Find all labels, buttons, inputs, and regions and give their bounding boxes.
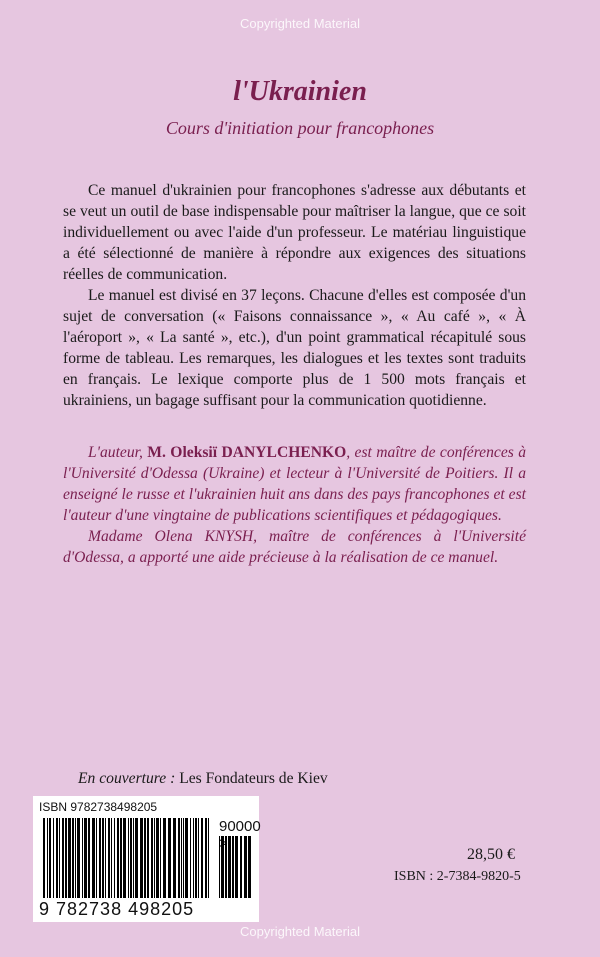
barcode-bar bbox=[59, 818, 60, 898]
barcode-addon-bars-svg bbox=[219, 836, 255, 898]
barcode-bar bbox=[219, 836, 220, 898]
barcode-bar bbox=[105, 818, 106, 898]
barcode-bar bbox=[181, 818, 182, 898]
barcode bbox=[33, 796, 259, 922]
barcode-addon-bars bbox=[219, 836, 255, 898]
cover-credit bbox=[78, 770, 328, 788]
barcode-bar bbox=[235, 836, 238, 898]
barcode-digits: 9 782738 498205 bbox=[39, 899, 195, 919]
author-name: M. Oleksiï DANYLCHENKO bbox=[147, 444, 347, 461]
barcode-bar bbox=[130, 818, 132, 898]
barcode-bar bbox=[147, 818, 149, 898]
barcode-bar bbox=[62, 818, 64, 898]
barcode-bar bbox=[114, 818, 115, 898]
barcode-bar bbox=[228, 836, 231, 898]
watermark-top: Copyrighted Material bbox=[240, 16, 360, 31]
barcode-bar bbox=[82, 818, 83, 898]
barcode-bar bbox=[128, 818, 129, 898]
barcode-bars-svg bbox=[43, 818, 213, 898]
book-subtitle: Cours d'initiation pour francophones bbox=[165, 118, 435, 138]
barcode-bar bbox=[168, 818, 171, 898]
barcode-bar bbox=[120, 818, 122, 898]
barcode-bar bbox=[96, 818, 97, 898]
barcode-bar bbox=[160, 818, 161, 898]
barcode-bar bbox=[156, 818, 159, 898]
barcode-bar bbox=[77, 818, 80, 898]
barcode-bar bbox=[47, 818, 48, 898]
author-block bbox=[63, 442, 526, 568]
barcode-bar bbox=[154, 818, 155, 898]
author-credit: Madame Olena KNYSH, maître de conférences à l'Université d'Odessa, a apporté une aide précieuse à la réalisation de ce manuel. bbox=[63, 528, 526, 566]
book-title: l'Ukrainien bbox=[233, 76, 367, 107]
barcode-bar bbox=[68, 818, 71, 898]
barcode-bar bbox=[195, 818, 197, 898]
barcode-bar bbox=[225, 836, 227, 898]
barcode-isbn-label: ISBN 9782738498205 bbox=[39, 800, 158, 814]
author-bio bbox=[63, 442, 526, 526]
barcode-bar bbox=[53, 818, 54, 898]
barcode-bar bbox=[135, 818, 138, 898]
barcode-bar bbox=[56, 818, 58, 898]
barcode-bar bbox=[43, 818, 45, 898]
barcode-bar bbox=[111, 818, 112, 898]
isbn-short: ISBN : 2-7384-9820-5 bbox=[394, 869, 521, 884]
barcode-bar bbox=[198, 818, 199, 898]
description-paragraph: Le manuel est divisé en 37 leçons. Chacune d'elles est composée d'un sujet de conversation (« Faisons connaissance », « Au café », « À l'aéroport », « La santé », etc.), d'un point grammatical récapitulé sous forme de tableau. Les remarques, les dialogues et les textes sont traduits en français. Le lexique comporte plus de 1 500 mots français et ukrainiens, un bagage suffisant pour la communication quotidienne. bbox=[63, 287, 526, 409]
barcode-bar bbox=[163, 818, 166, 898]
description-block bbox=[63, 180, 526, 411]
cover-label: En couverture : bbox=[78, 770, 176, 787]
cover-text: Les Fondateurs de Kiev bbox=[179, 770, 328, 787]
barcode-bar bbox=[240, 836, 242, 898]
barcode-bar bbox=[75, 818, 76, 898]
barcode-bar bbox=[244, 836, 247, 898]
barcode-bar bbox=[133, 818, 134, 898]
barcode-bar bbox=[173, 818, 176, 898]
author-bio-text: , est maître de conférences à l'Université d'Odessa (Ukraine) et lecteur à l'Université de Poitiers. Il a enseigné le russe et l'ukrainien huit ans dans des pays francophones et est l'auteur d'une vingtaine de publications scientifiques et pédagogiques. bbox=[63, 444, 527, 524]
barcode-bar bbox=[248, 836, 251, 898]
barcode-bar bbox=[92, 818, 95, 898]
barcode-bar bbox=[190, 818, 191, 898]
barcode-bar bbox=[201, 818, 203, 898]
barcode-bar bbox=[208, 818, 209, 898]
description-paragraph: Ce manuel d'ukrainien pour francophones s'adresse aux débutants et se veut un outil de base indispensable pour maîtriser la langue, que ce soit individuellement ou avec l'aide d'un professeur. Le matériau linguistique a été sélectionné de manière à répondre aux exigences des situations réelles de communication. bbox=[63, 182, 526, 283]
price: 28,50 € bbox=[467, 846, 515, 863]
barcode-bar bbox=[49, 818, 51, 898]
barcode-bar bbox=[99, 818, 101, 898]
author-lead: L'auteur, bbox=[88, 444, 143, 461]
barcode-bar bbox=[151, 818, 153, 898]
barcode-bar bbox=[193, 818, 194, 898]
barcode-bar bbox=[221, 836, 224, 898]
barcode-bar bbox=[65, 818, 67, 898]
barcode-bar bbox=[232, 836, 234, 898]
barcode-bar bbox=[72, 818, 74, 898]
barcode-bar bbox=[117, 818, 119, 898]
barcode-bars bbox=[43, 818, 213, 898]
barcode-bar bbox=[108, 818, 110, 898]
barcode-bar bbox=[178, 818, 180, 898]
barcode-bar bbox=[185, 818, 188, 898]
barcode-bar bbox=[88, 818, 90, 898]
barcode-addon: 90000 bbox=[219, 818, 261, 835]
barcode-bar bbox=[84, 818, 87, 898]
barcode-bar bbox=[102, 818, 104, 898]
barcode-bar bbox=[140, 818, 143, 898]
watermark-bottom: Copyrighted Material bbox=[240, 924, 360, 939]
barcode-bar bbox=[123, 818, 126, 898]
barcode-bar bbox=[183, 818, 184, 898]
barcode-bar bbox=[144, 818, 146, 898]
barcode-bar bbox=[205, 818, 207, 898]
